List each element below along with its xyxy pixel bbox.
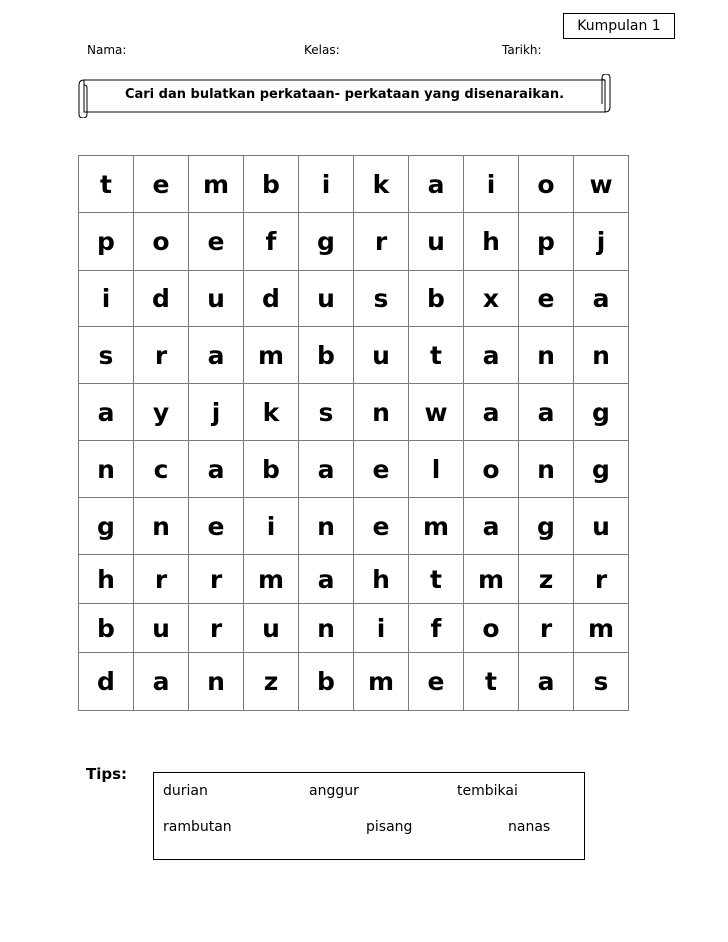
grid-cell[interactable]: i: [299, 156, 354, 213]
grid-cell[interactable]: o: [134, 213, 189, 271]
grid-row: [79, 384, 629, 441]
grid-cell[interactable]: u: [189, 271, 244, 327]
tips-word-box: [153, 772, 585, 860]
grid-cell[interactable]: o: [464, 604, 519, 653]
instruction-banner: [78, 74, 611, 118]
grid-cell[interactable]: a: [189, 441, 244, 498]
grid-cell[interactable]: e: [354, 441, 409, 498]
grid-cell[interactable]: u: [574, 498, 629, 555]
grid-cell[interactable]: a: [519, 653, 574, 711]
tip-word: pisang: [366, 819, 413, 835]
grid-row: [79, 653, 629, 711]
grid-cell[interactable]: n: [354, 384, 409, 441]
grid-cell[interactable]: h: [354, 555, 409, 604]
grid-cell[interactable]: n: [519, 327, 574, 384]
class-label: Kelas:: [304, 43, 340, 57]
grid-cell[interactable]: u: [299, 271, 354, 327]
grid-cell[interactable]: e: [134, 156, 189, 213]
tip-word: rambutan: [163, 819, 232, 835]
grid-cell[interactable]: o: [519, 156, 574, 213]
grid-cell[interactable]: d: [244, 271, 299, 327]
grid-cell[interactable]: w: [574, 156, 629, 213]
grid-cell[interactable]: r: [134, 327, 189, 384]
grid-cell[interactable]: h: [464, 213, 519, 271]
grid-cell[interactable]: m: [409, 498, 464, 555]
grid-cell[interactable]: n: [574, 327, 629, 384]
grid-cell[interactable]: f: [244, 213, 299, 271]
grid-cell[interactable]: n: [519, 441, 574, 498]
instruction-text: Cari dan bulatkan perkataan- perkataan yang disenaraikan.: [124, 87, 565, 102]
grid-cell[interactable]: n: [134, 498, 189, 555]
grid-cell[interactable]: b: [79, 604, 134, 653]
grid-cell[interactable]: e: [189, 498, 244, 555]
grid-row: [79, 555, 629, 604]
grid-cell[interactable]: z: [519, 555, 574, 604]
grid-row: [79, 327, 629, 384]
grid-cell[interactable]: m: [574, 604, 629, 653]
grid-cell[interactable]: g: [519, 498, 574, 555]
grid-cell[interactable]: p: [79, 213, 134, 271]
grid-cell[interactable]: d: [79, 653, 134, 711]
grid-cell[interactable]: z: [244, 653, 299, 711]
grid-cell[interactable]: e: [409, 653, 464, 711]
grid-cell[interactable]: a: [189, 327, 244, 384]
grid-cell[interactable]: k: [244, 384, 299, 441]
grid-row: [79, 441, 629, 498]
grid-cell[interactable]: b: [299, 327, 354, 384]
grid-cell[interactable]: t: [79, 156, 134, 213]
grid-cell[interactable]: f: [409, 604, 464, 653]
grid-cell[interactable]: t: [409, 555, 464, 604]
grid-cell[interactable]: j: [189, 384, 244, 441]
grid-cell[interactable]: c: [134, 441, 189, 498]
grid-cell[interactable]: r: [574, 555, 629, 604]
grid-cell[interactable]: m: [189, 156, 244, 213]
grid-cell[interactable]: u: [244, 604, 299, 653]
grid-cell[interactable]: s: [354, 271, 409, 327]
grid-cell[interactable]: o: [464, 441, 519, 498]
grid-cell[interactable]: b: [299, 653, 354, 711]
grid-cell[interactable]: t: [409, 327, 464, 384]
grid-cell[interactable]: h: [79, 555, 134, 604]
grid-cell[interactable]: m: [464, 555, 519, 604]
grid-cell[interactable]: s: [299, 384, 354, 441]
grid-cell[interactable]: m: [354, 653, 409, 711]
grid-cell[interactable]: i: [354, 604, 409, 653]
grid-cell[interactable]: u: [409, 213, 464, 271]
grid-cell[interactable]: a: [299, 441, 354, 498]
grid-cell[interactable]: n: [189, 653, 244, 711]
grid-cell[interactable]: t: [464, 653, 519, 711]
grid-cell[interactable]: n: [299, 498, 354, 555]
grid-cell[interactable]: k: [354, 156, 409, 213]
grid-cell[interactable]: e: [354, 498, 409, 555]
grid-cell[interactable]: e: [519, 271, 574, 327]
grid-cell[interactable]: m: [244, 555, 299, 604]
grid-cell[interactable]: a: [299, 555, 354, 604]
grid-cell[interactable]: s: [79, 327, 134, 384]
name-label: Nama:: [87, 43, 127, 57]
grid-cell[interactable]: a: [519, 384, 574, 441]
grid-cell[interactable]: u: [354, 327, 409, 384]
grid-cell[interactable]: a: [464, 498, 519, 555]
grid-cell[interactable]: r: [134, 555, 189, 604]
grid-cell[interactable]: n: [299, 604, 354, 653]
grid-cell[interactable]: j: [574, 213, 629, 271]
grid-cell[interactable]: s: [574, 653, 629, 711]
grid-cell[interactable]: w: [409, 384, 464, 441]
grid-cell[interactable]: e: [189, 213, 244, 271]
tips-label: Tips:: [86, 765, 128, 783]
grid-cell[interactable]: b: [409, 271, 464, 327]
grid-cell[interactable]: a: [574, 271, 629, 327]
grid-cell[interactable]: g: [574, 441, 629, 498]
grid-cell[interactable]: i: [79, 271, 134, 327]
group-label: Kumpulan 1: [563, 13, 675, 39]
grid-cell[interactable]: a: [464, 327, 519, 384]
grid-cell[interactable]: p: [519, 213, 574, 271]
tip-word: durian: [163, 783, 208, 799]
tip-word: tembikai: [457, 783, 518, 799]
grid-cell[interactable]: r: [189, 555, 244, 604]
grid-cell[interactable]: r: [519, 604, 574, 653]
grid-row: [79, 498, 629, 555]
grid-cell[interactable]: i: [464, 156, 519, 213]
grid-cell[interactable]: x: [464, 271, 519, 327]
tip-word: nanas: [508, 819, 551, 835]
grid-cell[interactable]: m: [244, 327, 299, 384]
grid-cell[interactable]: d: [134, 271, 189, 327]
grid-cell[interactable]: u: [134, 604, 189, 653]
grid-cell[interactable]: i: [244, 498, 299, 555]
grid-cell[interactable]: a: [464, 384, 519, 441]
grid-cell[interactable]: l: [409, 441, 464, 498]
grid-cell[interactable]: g: [299, 213, 354, 271]
grid-row: [79, 213, 629, 271]
grid-row: [79, 156, 629, 213]
grid-cell[interactable]: a: [79, 384, 134, 441]
grid-cell[interactable]: g: [574, 384, 629, 441]
grid-cell[interactable]: y: [134, 384, 189, 441]
grid-cell[interactable]: g: [79, 498, 134, 555]
grid-cell[interactable]: r: [189, 604, 244, 653]
grid-row: [79, 271, 629, 327]
grid-cell[interactable]: b: [244, 441, 299, 498]
grid-cell[interactable]: r: [354, 213, 409, 271]
date-label: Tarikh:: [502, 43, 542, 57]
grid-cell[interactable]: a: [409, 156, 464, 213]
tip-word: anggur: [309, 783, 359, 799]
grid-cell[interactable]: n: [79, 441, 134, 498]
grid-cell[interactable]: b: [244, 156, 299, 213]
grid-cell[interactable]: a: [134, 653, 189, 711]
grid-row: [79, 604, 629, 653]
word-search-grid: [78, 155, 629, 711]
